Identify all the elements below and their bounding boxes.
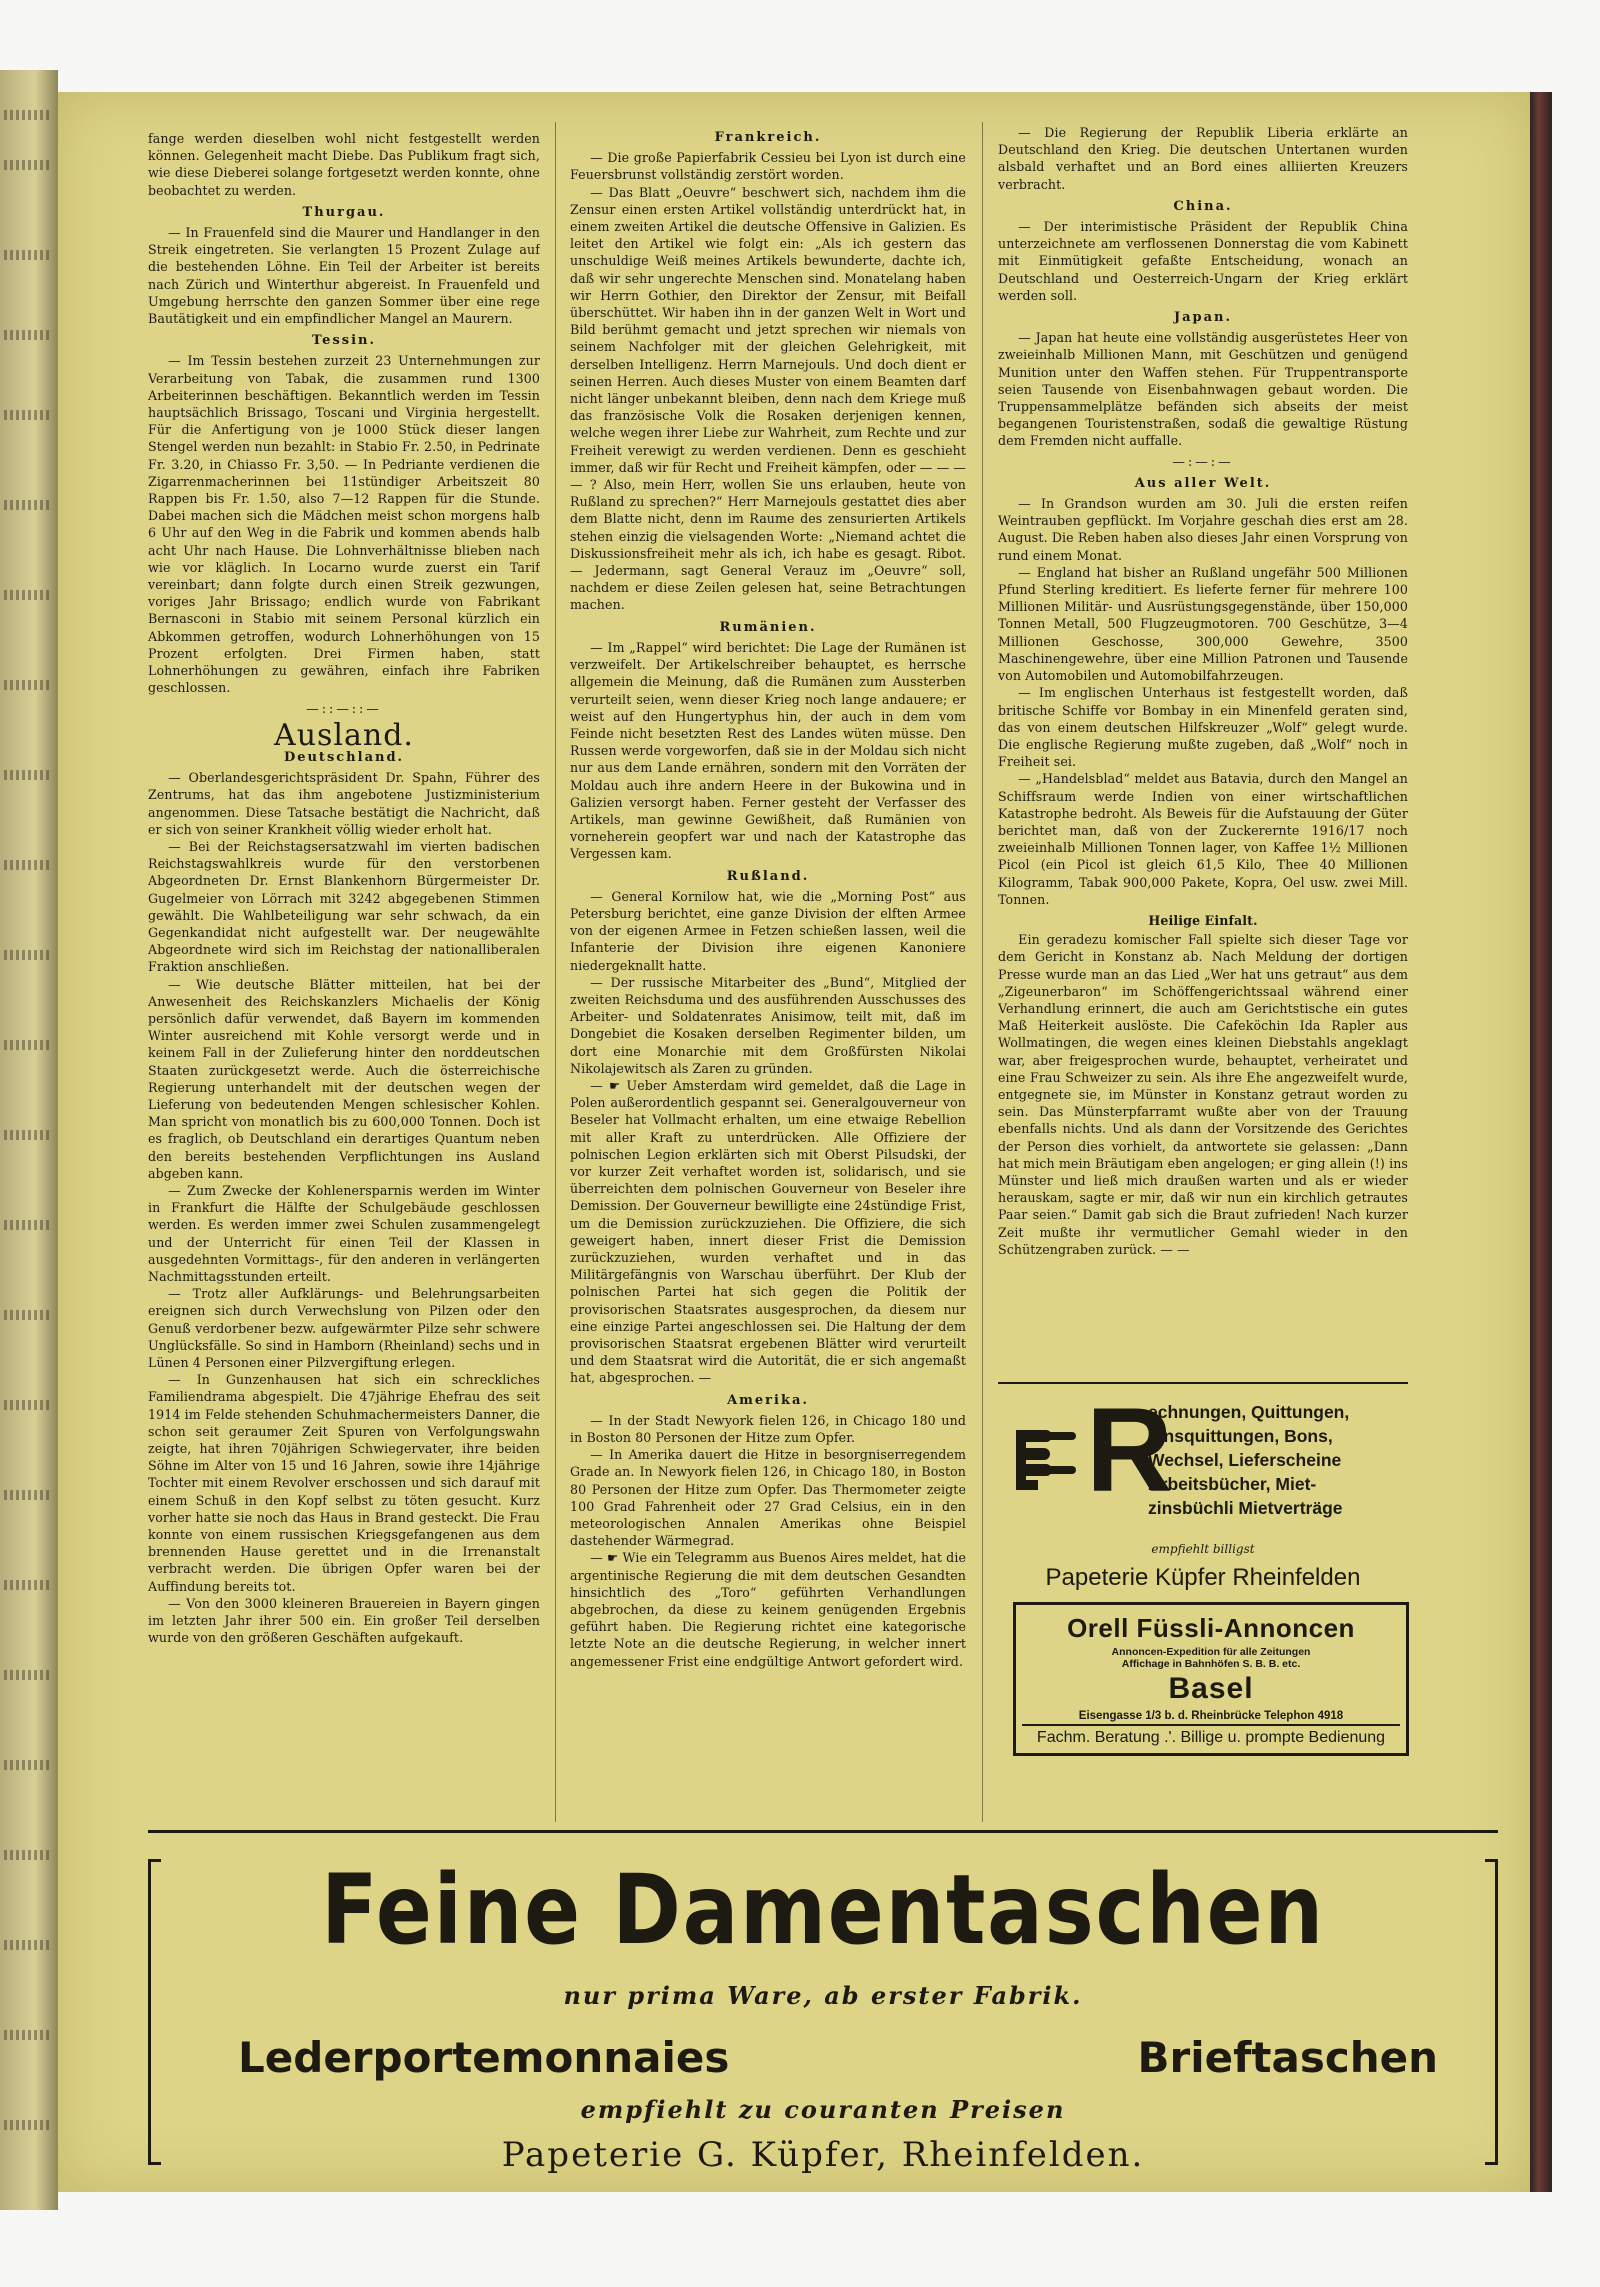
article-text: — Im Tessin bestehen zurzeit 23 Unternehmungen zur Verarbeitung von Tabak, die zusammen rund 1300 Arbeiterinnen beschäftigen. Bekanntlich werden im Tessin hauptsächlich Brissago, Toscani und Virginia hergestellt. Für die Anfertigung von je 1000 Stück dieser langen Stengel werden nun bezahlt: in Stabio Fr. 2.50, in Pedrinate Fr. 3.20, in Chiasso Fr. 3,50. — In Pedriante verdienen die Zigarrenmacherinnen bei 11stündiger Arbeitszeit 80 Rappen bis Fr. 1.50, also 7—12 Rappen für die Stunde. Dabei machen sich die Mädchen meist schon morgens halb 6 Uhr auf den Weg in die Fabrik und kommen abends halb acht Uhr nach Hause. Die Lohnverhältnisse blieben nach wie vor kläglich. In Locarno wurde zuerst ein Tarif vereinbart; dann folgte durch einen Streik gezwungen, voriges Jahr Brissago; endlich wurde von Fabrikant Bernasconi in Stabio mit seinem Personal kürzlich ein Abkommen getroffen, wodurch Lohnerhöhungen von 15 Prozent erfolgten. Drei Firmen haben, statt Lohnerhöhungen zu gewähren, einfach ihre Fabriken geschlossen.	[148, 353, 540, 696]
section-heading: Amerika.	[727, 1392, 809, 1408]
separator: —:—:—	[1172, 453, 1234, 469]
section-heading: Frankreich.	[714, 130, 822, 145]
separator: —::—::—	[306, 700, 382, 716]
ad-line: Wechsel, Lieferscheine	[1148, 1450, 1342, 1470]
column-1	[148, 130, 540, 1830]
ad-orell-fuessli	[1013, 1602, 1409, 1756]
ad-title: Orell Füssli-Annoncen	[1067, 1613, 1355, 1643]
ad-line: Arbeitsbücher, Miet-	[1148, 1474, 1317, 1494]
ad-line: Affichage in Bahnhöfen S. B. B. etc.	[1121, 1658, 1301, 1670]
ad-printing-services	[998, 1382, 1408, 1591]
article-text: — In Grandson wurden am 30. Juli die ersten reifen Weintrauben gepflückt. Im Vorjahre geschah dies erst am 28. August. Die Reben haben also dieses Jahr einen Vorsprung von rund einem Monat.	[998, 496, 1408, 563]
article-text: — Von den 3000 kleineren Brauereien in Bayern gingen im letzten Jahr ihrer 500 ein. Ein großer Teil derselben wurde von den größeren Geschäften aufgekauft.	[148, 1595, 540, 1646]
ad-product-right: Brieftaschen	[1137, 2033, 1438, 2082]
newspaper-page	[58, 92, 1530, 2192]
article-text: fange werden dieselben wohl nicht festgestellt werden können. Gelegenheit macht Diebe. Das Publikum fragt sich, wie diese Dieberei solange fortgesetzt werden konnte, ohne beobachtet zu werden.	[148, 131, 540, 198]
article-text: — Der russische Mitarbeiter des „Bund“, Mitglied der zweiten Reichsduma und des ausführenden Ausschusses des Arbeiter- und Soldatenrates Anisimow, teilt mit, daß im Dongebiet die Kosaken derselben Regimenter bilden, um dort eine Monarchie mit dem Großfürsten Nikolai Nikolajewitsch als Zaren zu gründen.	[570, 974, 966, 1076]
article-text: — Die große Papierfabrik Cessieu bei Lyon ist durch eine Feuersbrunst vollständig zerstört worden.	[570, 150, 966, 183]
article-text: — Die Regierung der Republik Liberia erklärte an Deutschland den Krieg. Die deutschen Untertanen wurden alsbald verhaftet und an Bord eines alliierten Kreuzers verbracht.	[998, 125, 1408, 192]
ad-line: echnungen, Quittungen,	[1148, 1402, 1350, 1422]
article-text: — Bei der Reichstagsersatzwahl im vierten badischen Reichstagswahlkreis wurde für den verstorbenen Abgeordneten Dr. Ernst Blankenhorn Bürgermeister Dr. Gugelmeier von Lörrach mit 3242 abgegebenen Stimmen gewählt. Die Wahlbeteiligung war sehr schwach, da ein Gegenkandidat nicht aufgestellt war. Der neugewählte Abgeordnete wird sich im Reichstag der nationalliberalen Fraktion anschließen.	[148, 838, 540, 975]
ad-city: Basel	[1168, 1672, 1254, 1705]
article-text: Ein geradezu komischer Fall spielte sich dieser Tage vor dem Gericht in Konstanz ab. Nach Meldung der dortigen Presse wurde man an das Lied „Wer hat uns getraut“ aus dem „Zigeunerbaron“ im Schöffengerichtssaal während einer Verhandlung erinnert, die auch am Gerichtstische ein gutes Maß Heiterkeit auslöste. Die Cafeköchin Ida Rapler aus Wollmatingen, die wegen eines kleinen Diebstahls angeklagt war, aber freigesprochen wurde, behauptet, verheiratet und eine Frau Schweizer zu sein. Als ihre Ehe angezweifelt wurde, entgegnete sie, im Münster in Konstanz getraut worden zu sein. Das Münsterpfarramt wußte aber von der Trauung ebenfalls nichts. Und als dann der Vorsitzende des Gerichtes der Person dies vorhielt, da antwortete sie gelassen: „Dann hat mich mein Bräutigam eben angelogen; er ging allein (!) ins Münster und ließ mich draußen warten und als er wieder herauskam, sagte er mir, daß wir nun ein kirchlich getrautes Paar seien.“ Damit gab sich die Braut zufrieden! Nach kurzer Zeit mußte ihr vermutlicher Gemahl wieder in den Schützengraben zurück. — —	[998, 932, 1408, 1257]
section-heading: Rußland.	[726, 868, 810, 884]
ad-shop-name: Papeterie G. Küpfer, Rheinfelden.	[501, 2135, 1145, 2175]
ad-service-list	[1148, 1400, 1406, 1520]
section-heading: Aus aller Welt.	[1134, 475, 1272, 491]
column-rule	[555, 122, 556, 1822]
column-3	[998, 124, 1408, 1424]
section-title: Ausland.	[274, 717, 414, 753]
article-text: — Im englischen Unterhaus ist festgestellt worden, daß britische Schiffe vor Bombay in ein Minenfeld geraten sind, das von einem deutschen Hilfskreuzer „Wolf“ gelegt wurde. Die englische Regierung mußte zugeben, daß „Wolf“ noch in Freiheit sei.	[998, 685, 1408, 770]
article-text: — „Handelsblad“ meldet aus Batavia, durch den Mangel an Schiffsraum werde Indien von einer wirtschaftlichen Katastrophe bedroht. Als Beweis für die Aufstauung der Güter berichtet man, daß von der Zuckerernte 1916/17 noch zweieinhalb Millionen Tonnen lager, von Kaffee 1½ Millionen Picol (ein Picol ist gleich 61,5 Kilo, Thee 40 Millionen Kilogramm, Tabak 900,000 Pakete, Kopra, Oel usw. zwei Mill. Tonnen.	[998, 771, 1408, 907]
section-heading: Rumänien.	[719, 619, 817, 635]
adjacent-page-edge	[0, 70, 58, 2210]
ad-subline: nur prima Ware, ab erster Fabrik.	[563, 1981, 1083, 2010]
section-heading: Thurgau.	[302, 204, 386, 220]
article-text: — ☛ Wie ein Telegramm aus Buenos Aires meldet, hat die argentinische Regierung die mit dem deutschen Gesandten hinsichtlich des „Toro“ geführten Verhandlungen abgebrochen, da diese zu keinem genügenden Ergebnis geführt haben. Die Regierung richtet eine kategorische letzte Note an die deutsche Regierung, in welcher innert angemessener Frist eine endgültige Antwort gefordert wird.	[570, 1550, 966, 1669]
article-text: — In Gunzenhausen hat sich ein schreckliches Familiendrama abgespielt. Die 47jährige Ehefrau des seit 1914 im Felde stehenden Schuhmachermeisters Danner, die schon seit geraumer Zeit Spuren von Verfolgungswahn zeigte, hat ihren 70jährigen Schwiegervater, ihre beiden Söhne im Alter von 15 und 16 Jahren, sowie ihre 14jährige Tochter mit einem Revolver erschossen und sich darauf mit einem Schuß in den Kopf selbst zu töten gesucht. Kurz vorher hatte sie noch das Haus in Brand gesteckt. Die Frau konnte von einem russischen Kriegsgefangenen aus dem brennenden Hause gerettet und in die Irrenanstalt verbracht werden. Die übrigen Opfer waren bei der Auffindung bereits tot.	[148, 1372, 540, 1594]
ad-subline: empfiehlt zu couranten Preisen	[580, 2095, 1066, 2124]
article-text: — Das Blatt „Oeuvre“ beschwert sich, nachdem ihm die Zensur einen ersten Artikel vollständig unterdrückt hat, in einem zweiten Artikel die deutsche Offensive in Galizien. Es leitet den Artikel wie folgt ein: „Als ich gestern das unschuldige Weiß meines Artikels bewunderte, dachte ich, daß wir sehr ungerechte Menschen sind. Monatelang haben wir Herrn Gothier, den Direktor der Zensur, mit Beifall überschüttet. Wir haben ihn in der ganzen Welt in Wort und Bild berühmt gemacht und jetzt sprechen wir niemals von seinem Nachfolger mit der gleichen Gelehrigkeit, mit derselben Intelligenz. Herrn Marnejouls. Und doch dient er seinen Herren. Auch dieses Muster von einem Beamten darf nicht länger unbekannt bleiben, denn nach dem Kriege muß das französische Volk die Rosaken derjenigen kennen, welche wegen ihrer Liebe zur Wahrheit, zum Rechte und zur Freiheit verewigt zu werden verdienen. Denn es geschieht immer, daß wir für Recht und Freiheit kämpfen, oder — — — — ? Also, mein Herr, wollen Sie uns erlauben, heute von Rußland zu sprechen?“ Herr Marnejouls gestattet dies aber dem Blatte nicht, denn im Raume des zensurierten Artikels stehen einzig die vielsagenden Worte: „Niemand achtet die Diskussionsfreiheit mehr als ich, ich habe es gesagt. Ribot. — Jedermann, sagt General Verauz im „Oeuvre“ soll, nachdem er diese Zeilen gelesen hat, seine Betrachtungen machen.	[570, 184, 966, 613]
article-text: — In Amerika dauert die Hitze in besorgniserregendem Grade an. In Newyork fielen 126, in Chicago 180, in Boston 80 Personen der Hitze zum Opfer. Das Thermometer zeigte 100 Grad Fahrenheit oder 27 Grad Celsius, ein in den meteorologischen Annalen Amerikas ohne Beispiel dastehender Wärmegrad.	[570, 1447, 966, 1549]
article-text: — Wie deutsche Blätter mitteilen, hat bei der Anwesenheit des Reichskanzlers Michaelis der König persönlich dafür verwendet, daß Bayern im kommenden Winter ausreichend mit Kohle versorgt werde und in keinem Fall in der Zulieferung hinter den norddeutschen Staaten zurückgesetzt werde. Auch die österreichische Regierung unterhandelt mit der deutschen wegen der Lieferung von bedeutenden Mengen schlesischer Kohlen. Man spricht von monatlich bis zu 600,000 Tonnen. Doch ist es fraglich, ob Deutschland ein derartiges Quantum neben den bereits bestehenden Verpflichtungen ins Ausland abgeben kann.	[148, 976, 540, 1181]
ad-line: Annoncen-Expedition für alle Zeitungen	[1111, 1646, 1311, 1658]
ad-initial-letter: R	[1086, 1383, 1173, 1517]
section-heading: Tessin.	[311, 333, 376, 349]
column-rule	[982, 122, 983, 1822]
article-text: — England hat bisher an Rußland ungefähr 500 Millionen Pfund Sterling kreditiert. Es lieferte ferner für mehrere 100 Millionen Militär- und Ausrüstungsgegenstände, über 150,000 Tonnen Metall, 500 Flugzeugmotoren. 700 Geschütze, 3—4 Millionen Geschosse, 300,000 Gewehre, 3500 Maschinengewehre, über eine Million Patronen und Tausende von Automobilen und Automobilfahrzeugen.	[998, 564, 1408, 684]
article-text: — ☛ Ueber Amsterdam wird gemeldet, daß die Lage in Polen außerordentlich gespannt sei. Generalgouverneur von Beseler hat Vollmacht erhalten, um eine etwaige Rebellion mit aller Kraft zu unterdrücken. Alle Offiziere der polnischen Legion erklärten sich mit Oberst Pilsudski, der vor kurzer Zeit verhaftet worden ist, solidarisch, und sie überreichten dem polnischen Gouverneur von Beseler ihre Demission. Der Gouverneur bewilligte eine 24stündige Frist, um die Demission zurückzuziehen. Die Offiziere, die sich geweigert haben, innert dieser Frist die Demission zurückzuziehen, wurden verhaftet und in das Militärgefängnis von Warschau überführt. Der Klub der polnischen Partei hat sich gegen die Politik der provisorischen Staatsrates ausgesprochen, da diesem nur eine einzige Partei angeschlossen sei. Die Haltung der dem provisorischen Staatsrat ergebenen Blätter wird verurteilt und dem Staatsrat wird die Autorität, die er sich angemaßt hat, abgesprochen. —	[570, 1077, 966, 1386]
ad-damentaschen	[148, 1830, 1498, 2203]
article-text: — Japan hat heute eine vollständig ausgerüstetes Heer von zweieinhalb Millionen Mann, mit Geschützen und genügend Munition unter den Waffen stehen. Für Truppentransporte seien Tausende von Eisenbahnwagen gebaut worden. Die Truppensammelplätze befänden sich abseits der meist begangenen Touristenstraßen, sodaß die gewaltige Rüstung dem Fremden nicht auffalle.	[998, 330, 1408, 449]
ad-line: Zinsquittungen, Bons,	[1148, 1426, 1333, 1446]
section-heading: China.	[1173, 198, 1233, 214]
article-text: — Zum Zwecke der Kohlenersparnis werden im Winter in Frankfurt die Hälfte der Schulgebäude geschlossen werden. Es werden immer zwei Schulen zusammengelegt und der Unterricht für einen Teil der Klassen in ausgedehnten Vormittags-, für den anderen in verlängerten Nachmittagsstunden erteilt.	[148, 1182, 540, 1284]
subheading: Heilige Einfalt.	[1148, 912, 1258, 928]
ad-address: Eisengasse 1/3 b. d. Rheinbrücke Telephon 4918	[1078, 1710, 1344, 1722]
article-text: — Im „Rappel“ wird berichtet: Die Lage der Rumänen ist verzweifelt. Der Artikelschreiber behauptet, es herrsche allgemein die Meinung, daß die Rumänen zum Aussterben verurteilt seien, wenn dieser Krieg noch lange andauere; er weist auf den Hungertyphus hin, der auch in dem vom Feinde nicht besetzten Rest des Landes wüten müsse. Den Russen werde vorgeworfen, daß sie in der Moldau sich nicht nur aus dem Lande ernähren, sondern mit den Vorräten der Moldau auch ihre andern Heere in der Bukowina und in Galizien versorgt haben. Ferner gesteht der Verfasser des Artikels, man gewinne Gewißheit, daß Rumänien von vorneherein geopfert war und nach der Katastrophe das Vergessen kam.	[570, 639, 966, 862]
ad-headline: Feine Damentaschen	[321, 1854, 1325, 1966]
section-heading: Japan.	[1173, 310, 1233, 326]
section-heading: Deutschland.	[283, 749, 405, 765]
pointing-hand-icon	[1014, 1420, 1078, 1492]
article-text: — In Frauenfeld sind die Maurer und Handlanger in den Streik eingetreten. Sie verlangten 15 Prozent Zulage auf die bestehenden Löhne. Ein Teil der Arbeiter ist bereits nach Zürich und Winterthur abgereist. In Frauenfeld und Umgebung herrschte den ganzen Sommer über eine rege Bautätigkeit und ein empfindlicher Mangel an Maurern.	[148, 225, 540, 327]
article-text: — Der interimistische Präsident der Republik China unterzeichnete am verflossenen Donnerstag die vom Kabinett mit Einmütigkeit gefaßte Entscheidung, wonach an Deutschland und Oesterreich-Ungarn der Krieg erklärt werden soll.	[998, 219, 1408, 303]
article-text: — Oberlandesgerichtspräsident Dr. Spahn, Führer des Zentrums, hat das ihm angebotene Justizministerium angenommen. Diese Tatsache bestätigt die Nachricht, daß er sich von seiner Krankheit völlig wieder erholt hat.	[148, 770, 540, 837]
article-text: — In der Stadt Newyork fielen 126, in Chicago 180 und in Boston 80 Personen der Hitze zum Opfer.	[570, 1412, 966, 1446]
ad-product-left: Lederportemonnaies	[238, 2033, 730, 2082]
article-text: — General Kornilow hat, wie die „Morning Post“ aus Petersburg berichtet, eine ganze Division der elften Armee von der eigenen Armee in Fetzen schießen lassen, weil die Infanterie der Division ihre eigenen Kanoniere niedergeknallt hatte.	[570, 888, 966, 973]
ad-recommend: empfiehlt billigst	[1151, 1542, 1255, 1556]
book-spine	[1530, 92, 1552, 2192]
ad-shop-name: Papeterie Küpfer Rheinfelden	[1045, 1564, 1361, 1591]
ad-slogan: Fachm. Beratung .'. Billige u. prompte Bedienung	[1022, 1724, 1400, 1747]
column-2	[570, 124, 966, 1824]
article-text: — Trotz aller Aufklärungs- und Belehrungsarbeiten ereignen sich durch Verwechslung von Pilzen oder den Genuß verdorbener bezw. aufgewärmter Pilze sehr schwere Unglücksfälle. So sind in Hamborn (Rheinland) sechs und in Lünen 4 Personen einer Pilzvergiftung erlegen.	[148, 1286, 540, 1371]
ad-line: zinsbüchli Mietverträge	[1148, 1498, 1343, 1518]
